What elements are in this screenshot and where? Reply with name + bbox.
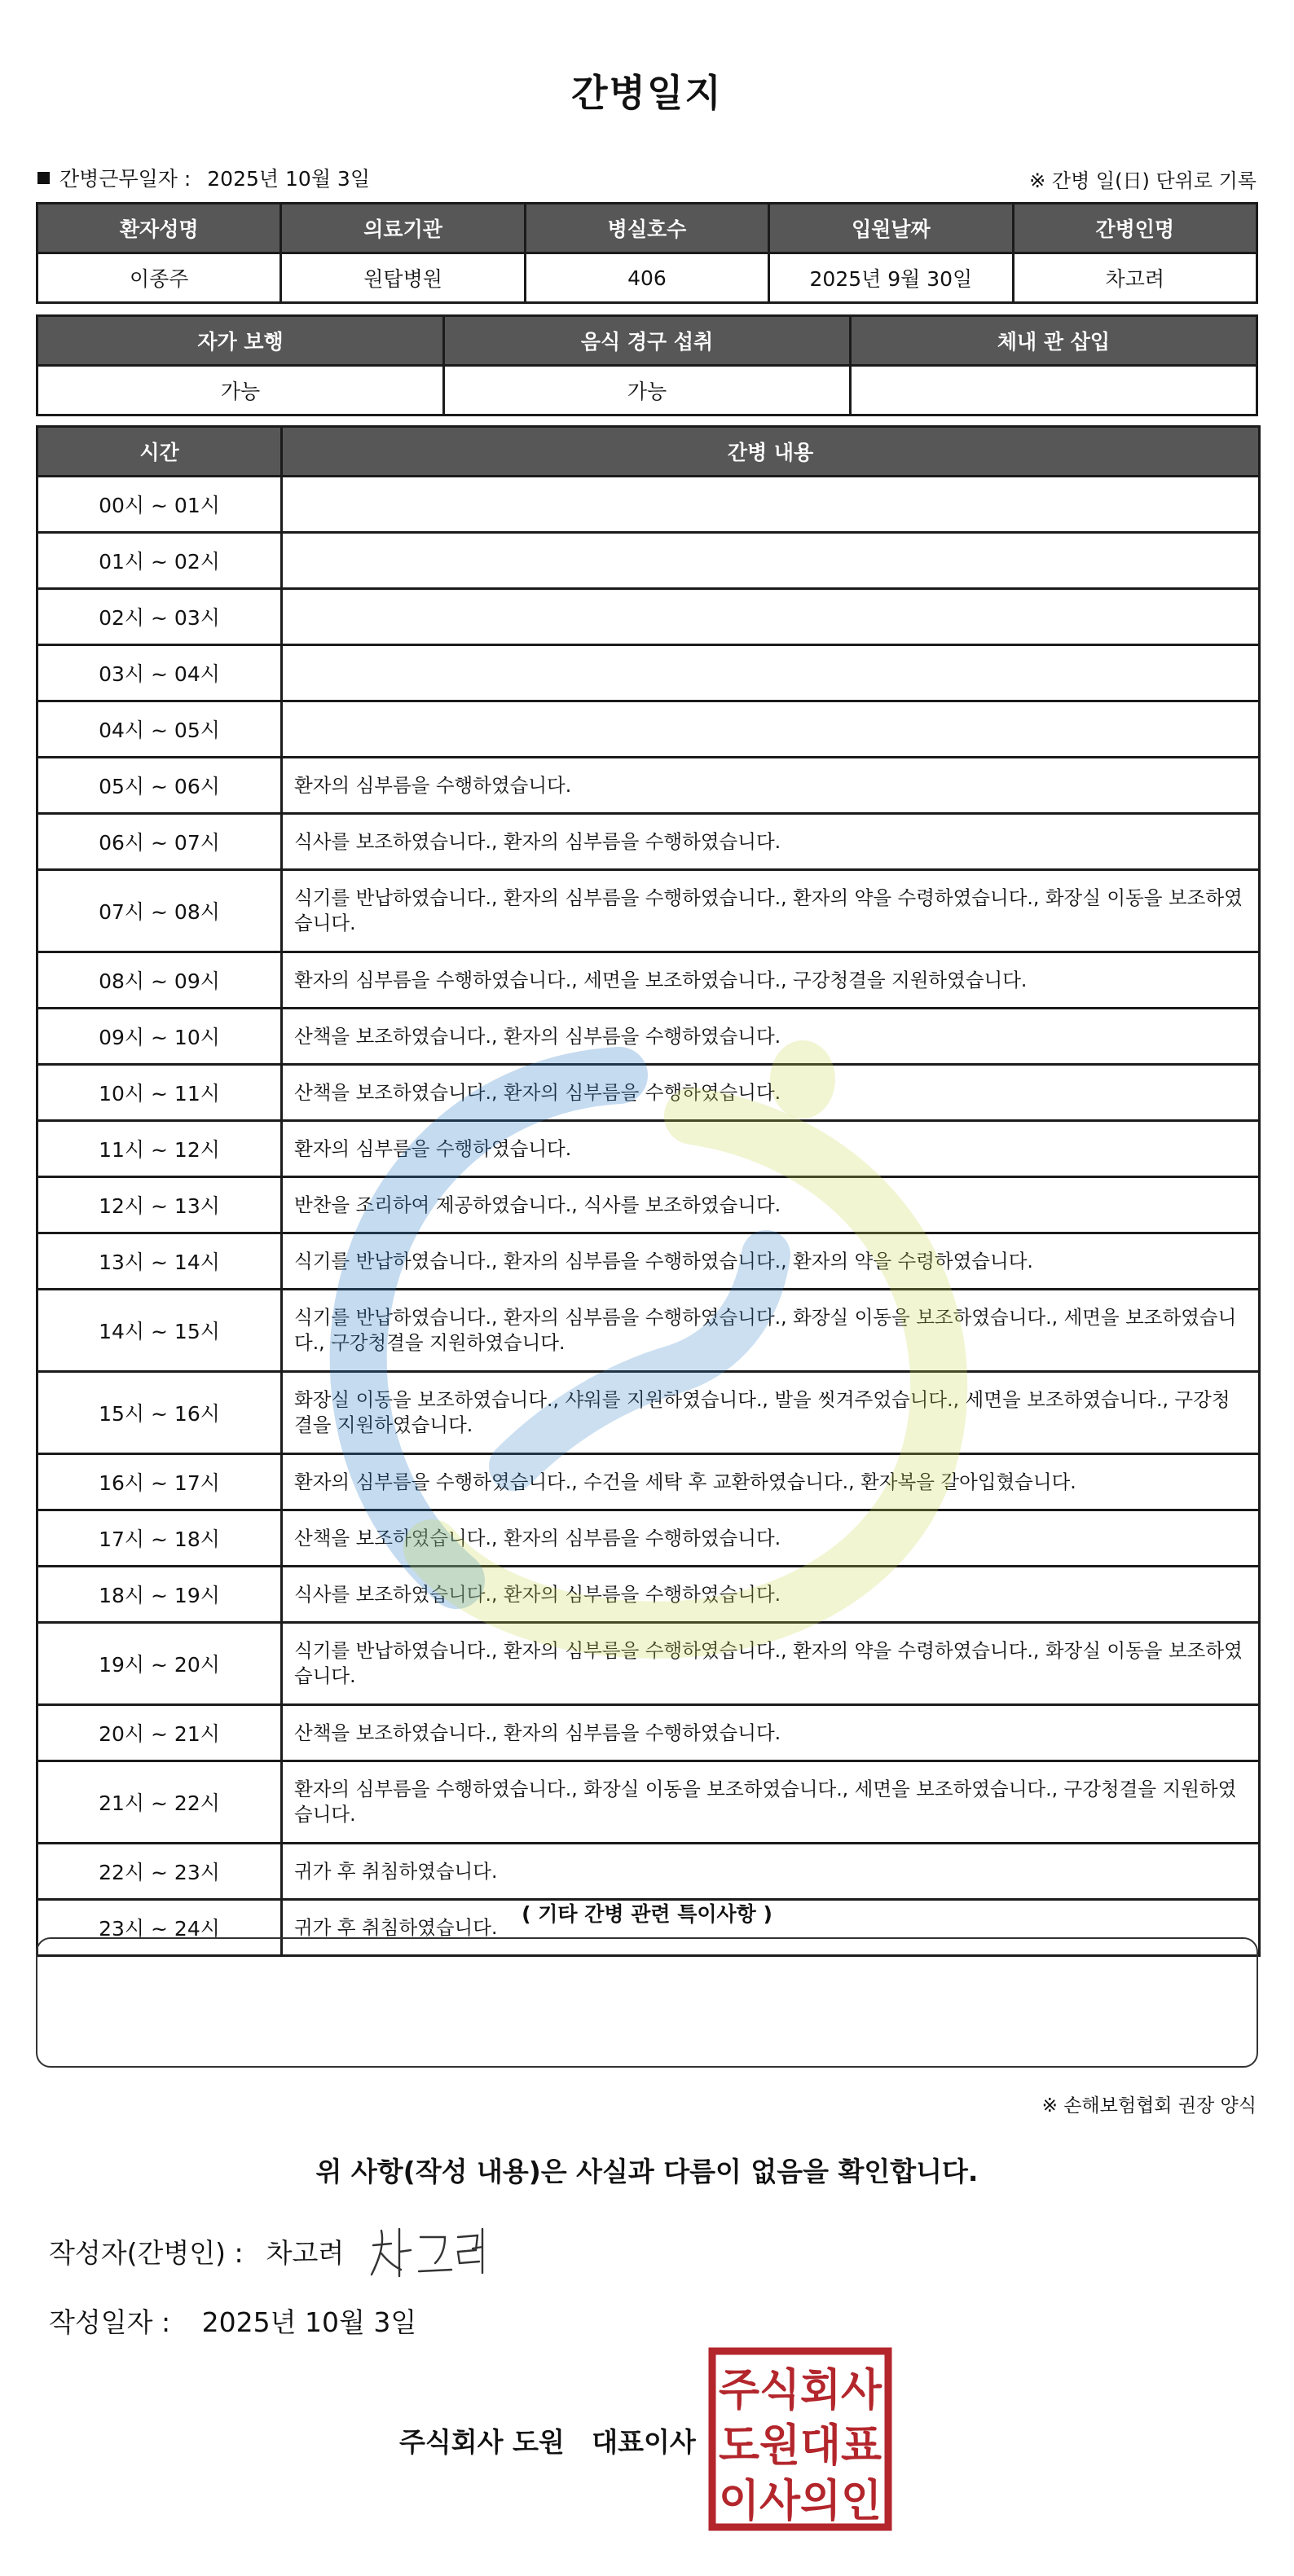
log-row-time: 07시 ~ 08시	[37, 870, 282, 952]
written-date-value: 2025년 10월 3일	[201, 2306, 417, 2338]
log-row-content	[282, 589, 1260, 645]
log-row-time: 06시 ~ 07시	[37, 814, 282, 870]
square-bullet-icon	[37, 172, 50, 184]
seal-text-line: 이사의인	[719, 2475, 882, 2526]
log-row-content: 환자의 심부름을 수행하였습니다., 수건을 세탁 후 교환하였습니다., 환자복을 갈아입혔습니다.	[282, 1454, 1260, 1510]
written-date-line	[49, 2301, 416, 2340]
log-row	[37, 1233, 1260, 1290]
log-row	[37, 758, 1260, 814]
log-row-time: 01시 ~ 02시	[37, 533, 282, 589]
log-row-content: 식기를 반납하였습니다., 환자의 심부름을 수행하였습니다., 환자의 약을 수령하였습니다.	[282, 1233, 1260, 1290]
log-row	[37, 1290, 1260, 1372]
log-row-content: 귀가 후 취침하였습니다.	[282, 1844, 1260, 1900]
unit-note: ※ 간병 일(日) 단위로 기록	[1029, 169, 1257, 192]
log-row-content: 식사를 보조하였습니다., 환자의 심부름을 수행하였습니다.	[282, 1567, 1260, 1623]
log-row	[37, 589, 1260, 645]
log-row	[37, 1121, 1260, 1177]
special-notes-title: ( 기타 간병 관련 특이사항 )	[522, 1902, 772, 1926]
log-row-content	[282, 701, 1260, 758]
log-row-time: 04시 ~ 05시	[37, 701, 282, 758]
log-row-time: 11시 ~ 12시	[37, 1121, 282, 1177]
work-date-label: 간병근무일자 :	[59, 167, 191, 191]
status-table-value-row	[37, 366, 1257, 415]
log-row-time: 10시 ~ 11시	[37, 1065, 282, 1121]
patient-name: 이종주	[37, 253, 281, 303]
log-row-content: 환자의 심부름을 수행하였습니다., 세면을 보조하였습니다., 구강청결을 지원하였습니다.	[282, 952, 1260, 1009]
patient-info-table	[36, 202, 1258, 304]
log-row	[37, 477, 1260, 533]
work-date	[37, 163, 370, 192]
log-row-time: 19시 ~ 20시	[37, 1623, 282, 1705]
log-row	[37, 1761, 1260, 1844]
special-notes-box	[36, 1937, 1258, 2068]
caregiver-name: 차고려	[1013, 253, 1257, 303]
log-row-content: 화장실 이동을 보조하였습니다., 샤워를 지원하였습니다., 발을 씻겨주었습니다., 세면을 보조하였습니다., 구강청결을 지원하였습니다.	[282, 1372, 1260, 1454]
log-row-content: 환자의 심부름을 수행하였습니다., 화장실 이동을 보조하였습니다., 세면을 보조하였습니다., 구강청결을 지원하였습니다.	[282, 1761, 1260, 1844]
log-row-time: 13시 ~ 14시	[37, 1233, 282, 1290]
log-row-content: 산책을 보조하였습니다., 환자의 심부름을 수행하였습니다.	[282, 1705, 1260, 1761]
admission-date: 2025년 9월 30일	[769, 253, 1013, 303]
header-caregiver-name: 간병인명	[1013, 204, 1257, 253]
document-title: 간병일지	[571, 71, 723, 115]
log-row	[37, 1009, 1260, 1065]
log-row	[37, 1454, 1260, 1510]
log-row-content	[282, 477, 1260, 533]
log-row	[37, 1705, 1260, 1761]
log-row-time: 15시 ~ 16시	[37, 1372, 282, 1454]
log-table-header-row	[37, 427, 1260, 477]
care-log-table	[36, 425, 1261, 1957]
header-walking: 자가 보행	[37, 316, 444, 366]
handwritten-signature	[367, 2213, 497, 2286]
log-row-content: 환자의 심부름을 수행하였습니다.	[282, 1121, 1260, 1177]
room-number: 406	[525, 253, 768, 303]
log-row-time: 08시 ~ 09시	[37, 952, 282, 1009]
log-row	[37, 870, 1260, 952]
log-row	[37, 1623, 1260, 1705]
log-row-time: 22시 ~ 23시	[37, 1844, 282, 1900]
oral-intake-status: 가능	[444, 366, 851, 415]
written-date-label: 작성일자 :	[49, 2306, 171, 2338]
log-row-content	[282, 645, 1260, 701]
log-row-time: 23시 ~ 24시	[37, 1900, 282, 1956]
log-row-time: 05시 ~ 06시	[37, 758, 282, 814]
log-row-time: 20시 ~ 21시	[37, 1705, 282, 1761]
header-tube-insertion: 체내 관 삽입	[851, 316, 1257, 366]
log-row-content: 식기를 반납하였습니다., 환자의 심부름을 수행하였습니다., 화장실 이동을 보조하였습니다., 세면을 보조하였습니다., 구강청결을 지원하였습니다.	[282, 1290, 1260, 1372]
company-name: 주식회사 도원	[399, 2426, 565, 2458]
work-date-value: 2025년 10월 3일	[207, 167, 370, 191]
log-row	[37, 1372, 1260, 1454]
header-hospital: 의료기관	[281, 204, 525, 253]
log-row-content: 산책을 보조하였습니다., 환자의 심부름을 수행하였습니다.	[282, 1065, 1260, 1121]
log-row-time: 18시 ~ 19시	[37, 1567, 282, 1623]
log-row-time: 02시 ~ 03시	[37, 589, 282, 645]
log-row	[37, 533, 1260, 589]
header-oral-intake: 음식 경구 섭취	[444, 316, 851, 366]
company-line	[399, 2421, 696, 2460]
form-source-note: ※ 손해보험협회 권장 양식	[1041, 2095, 1257, 2117]
company-seal-stamp	[707, 2346, 893, 2532]
log-row-time: 03시 ~ 04시	[37, 645, 282, 701]
log-row	[37, 701, 1260, 758]
log-row	[37, 1510, 1260, 1567]
status-table-header-row	[37, 316, 1257, 366]
log-row-time: 12시 ~ 13시	[37, 1177, 282, 1233]
log-row-content: 식사를 보조하였습니다., 환자의 심부름을 수행하였습니다.	[282, 814, 1260, 870]
company-title: 대표이사	[592, 2426, 696, 2458]
log-row-time: 14시 ~ 15시	[37, 1290, 282, 1372]
log-row-content	[282, 533, 1260, 589]
log-row	[37, 952, 1260, 1009]
log-row-time: 21시 ~ 22시	[37, 1761, 282, 1844]
writer-label: 작성자(간병인) :	[49, 2237, 244, 2269]
walking-status: 가능	[37, 366, 444, 415]
writer-name: 차고려	[266, 2237, 345, 2269]
log-row	[37, 814, 1260, 870]
hospital-name: 원탑병원	[281, 253, 525, 303]
log-row-content: 식기를 반납하였습니다., 환자의 심부름을 수행하였습니다., 환자의 약을 수령하였습니다., 화장실 이동을 보조하였습니다.	[282, 1623, 1260, 1705]
patient-status-table	[36, 314, 1258, 416]
header-room-number: 병실호수	[525, 204, 768, 253]
log-row-content: 귀가 후 취침하였습니다.	[282, 1900, 1260, 1956]
patient-table-value-row	[37, 253, 1257, 303]
seal-text-line: 도원대표	[719, 2420, 882, 2471]
log-row	[37, 645, 1260, 701]
seal-text-line: 주식회사	[719, 2364, 882, 2416]
tube-insertion-status	[851, 366, 1257, 415]
log-row	[37, 1567, 1260, 1623]
header-admission-date: 입원날짜	[769, 204, 1013, 253]
log-row-time: 16시 ~ 17시	[37, 1454, 282, 1510]
log-row-content: 환자의 심부름을 수행하였습니다.	[282, 758, 1260, 814]
writer-line	[49, 2232, 344, 2270]
confirmation-statement: 위 사항(작성 내용)은 사실과 다름이 없음을 확인합니다.	[315, 2156, 979, 2187]
log-row-content: 산책을 보조하였습니다., 환자의 심부름을 수행하였습니다.	[282, 1009, 1260, 1065]
header-patient-name: 환자성명	[37, 204, 281, 253]
log-row	[37, 1844, 1260, 1900]
header-care-content: 간병 내용	[282, 427, 1260, 477]
log-row-content: 산책을 보조하였습니다., 환자의 심부름을 수행하였습니다.	[282, 1510, 1260, 1567]
log-row-time: 00시 ~ 01시	[37, 477, 282, 533]
log-row	[37, 1177, 1260, 1233]
log-row-time: 17시 ~ 18시	[37, 1510, 282, 1567]
log-row	[37, 1065, 1260, 1121]
log-row-content: 식기를 반납하였습니다., 환자의 심부름을 수행하였습니다., 환자의 약을 수령하였습니다., 화장실 이동을 보조하였습니다.	[282, 870, 1260, 952]
log-row-time: 09시 ~ 10시	[37, 1009, 282, 1065]
patient-table-header-row	[37, 204, 1257, 253]
header-time: 시간	[37, 427, 282, 477]
log-row-content: 반찬을 조리하여 제공하였습니다., 식사를 보조하였습니다.	[282, 1177, 1260, 1233]
